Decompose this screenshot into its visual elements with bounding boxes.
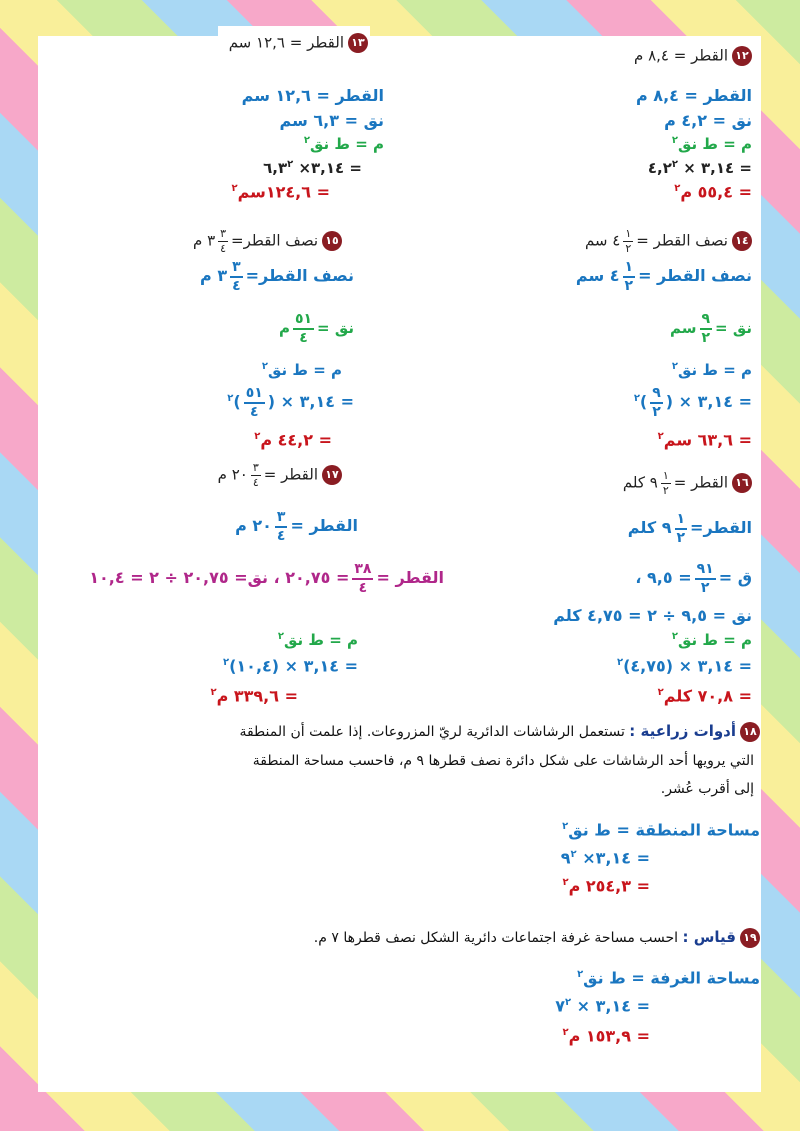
- q17-answer: = ٣٣٩,٦ م$^٢$: [210, 686, 298, 706]
- q16-line3: نق = ٩,٥ ÷ ٢ = ٤,٧٥ كلم: [553, 606, 752, 625]
- q19-text: ١٩قياس : احسب مساحة غرفة اجتماعات دائرية الشكل نصف قطرها ٧ م.: [314, 928, 760, 948]
- q12-line4: = ٣,١٤ × $٤,٢^٢$: [647, 159, 752, 177]
- q17-prompt: ١٧القطر = $\frac{٣}{٤}$ ٢٠ م: [218, 462, 342, 488]
- q14-line3: م = ط نق$^٢$: [671, 361, 752, 379]
- q14-line1: نصف القطر = $\frac{١}{٢}$ ٤ سم: [575, 259, 752, 294]
- q16-prompt: ١٦القطر = $\frac{١}{٢}$ ٩ كلم: [623, 470, 752, 496]
- q12-line3: م = ط نق$^٢$: [671, 135, 752, 153]
- q19-line1: مساحة الغرفة = ط نق$^٢$: [577, 968, 760, 988]
- q12-answer: = ٥٥,٤ م$^٢$: [674, 182, 752, 202]
- q13-line3: م = ط نق$^٢$: [303, 135, 384, 153]
- q18-line1: مساحة المنطقة = ط نق$^٢$: [562, 820, 760, 840]
- q14-line2: نق = $\frac{٩}{٢}$ سم: [669, 311, 752, 346]
- q15-prompt: ١٥نصف القطر= $\frac{٣}{٤}$ ٣ م: [193, 228, 342, 254]
- q17-line1: القطر = $\frac{٣}{٤}$ ٢٠ م: [235, 509, 358, 544]
- q15-line3: م = ط نق$^٢$: [261, 361, 342, 379]
- q16-line4: م = ط نق$^٢$: [671, 631, 752, 649]
- q18-text-line2: التي يرويها أحد الرشاشات على شكل دائرة نصف قطرها ٩ م، فاحسب مساحة المنطقة: [252, 753, 754, 769]
- q13-line4: = ٣,١٤× $٦,٣^٢$: [263, 159, 362, 177]
- q12-line2: نق = ٤,٢ م: [664, 111, 752, 130]
- q14-answer: = ٦٣,٦ سم$^٢$: [657, 430, 752, 450]
- q16-answer: = ٧٠,٨ كلم$^٢$: [657, 686, 752, 706]
- q15-line4: = ٣,١٤ × ( $\frac{٥١}{٤}$ )$^٢$: [227, 385, 354, 420]
- q17-line4: = ٣,١٤ × (١٠,٤)$^٢$: [222, 656, 358, 676]
- q12-line1: القطر = ٨,٤ م: [636, 86, 752, 105]
- q16-line5: = ٣,١٤ × (٤,٧٥)$^٢$: [616, 656, 752, 676]
- q17-line3: م = ط نق$^٢$: [277, 631, 358, 649]
- q16-line1: القطر= $\frac{١}{٢}$ ٩ كلم: [627, 511, 752, 546]
- q13-line1: القطر = ١٢,٦ سم: [241, 86, 384, 105]
- q14-prompt: ١٤نصف القطر = $\frac{١}{٢}$ ٤ سم: [585, 228, 752, 254]
- q18-answer: = ٢٥٤,٣ م$^٢$: [562, 876, 650, 896]
- q19-line2: = ٣,١٤ × $٧^٢$: [555, 996, 650, 1016]
- q12-prompt: ١٢القطر = ٨,٤ م: [634, 46, 752, 66]
- q13-line2: نق = ٦,٣ سم: [279, 111, 384, 130]
- q18-text-line1: ١٨أدوات زراعية : تستعمل الرشاشات الدائرية لريّ المزروعات. إذا علمت أن المنطقة: [239, 722, 760, 742]
- q15-answer: = ٤٤,٢ م$^٢$: [254, 430, 332, 450]
- q13-answer: = ١٢٤,٦سم$^٢$: [231, 182, 330, 202]
- q15-line2: نق = $\frac{٥١}{٤}$ م: [278, 311, 354, 346]
- q19-answer: = ١٥٣,٩ م$^٢$: [562, 1026, 650, 1046]
- q16-line2: ق = $\frac{٩١}{٢}$ = ٩,٥ ،: [635, 561, 752, 596]
- q14-line4: = ٣,١٤ × ( $\frac{٩}{٢}$ )$^٢$: [633, 385, 752, 420]
- q18-line2: = ٣,١٤× $٩^٢$: [560, 848, 650, 868]
- q17-line2: القطر = $\frac{٣٨}{٤}$ = ٢٠,٧٥ ، نق= ٢٠,٧٥ ÷ ٢ = ١٠,٤: [89, 561, 444, 596]
- q13-prompt: ١٣القطر = ١٢,٦ سم: [229, 33, 368, 53]
- q18-text-line3: إلى أقرب عُشر.: [660, 781, 754, 797]
- q15-line1: نصف القطر= $\frac{٣}{٤}$ ٣ م: [200, 259, 354, 294]
